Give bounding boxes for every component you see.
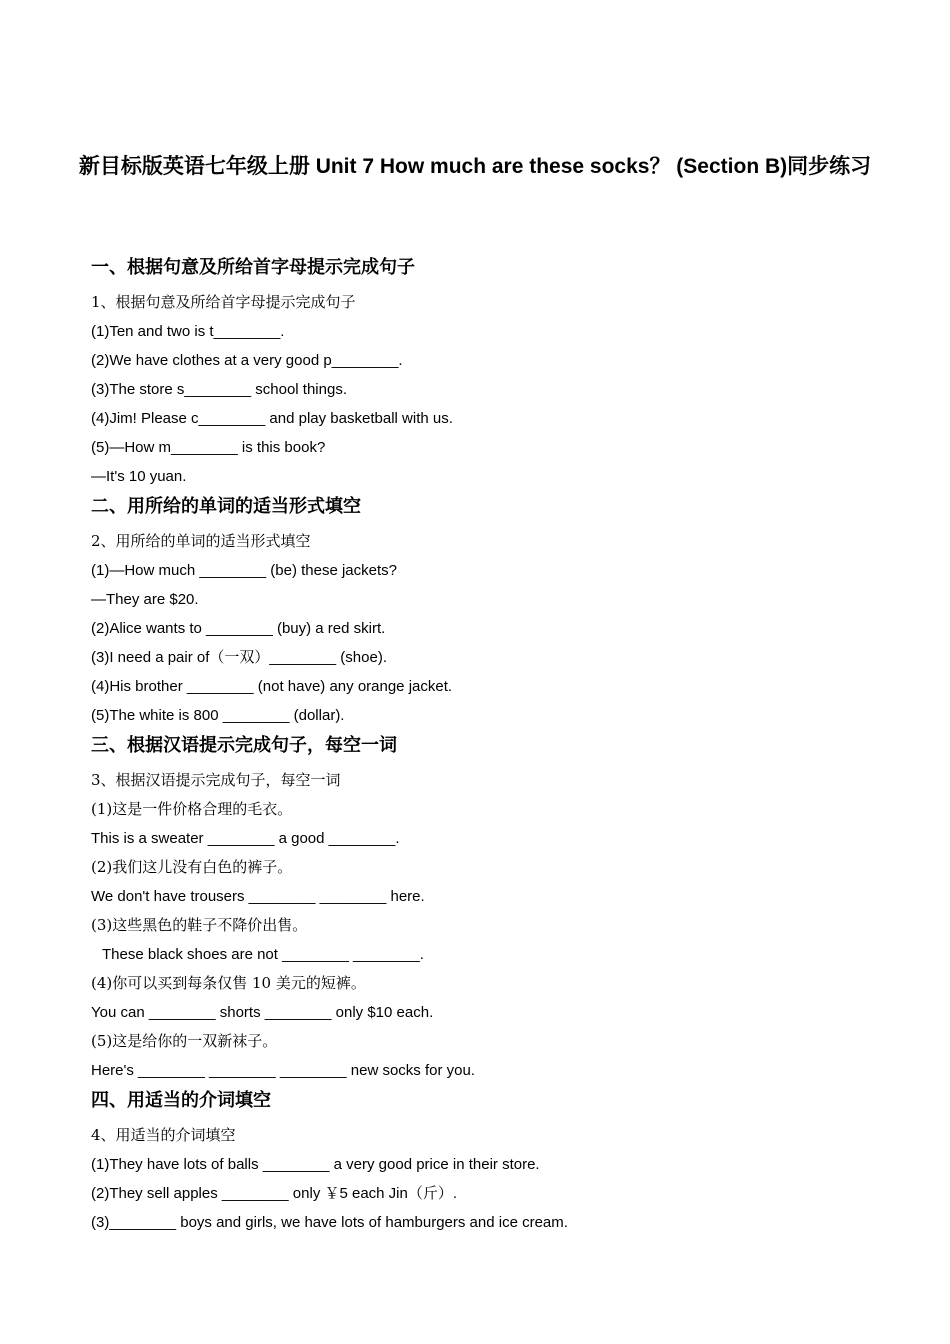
exercise-line: (1)They have lots of balls ________ a very good price in their store. [91, 1156, 540, 1173]
section-intro: 4、用适当的介词填空 [91, 1126, 236, 1144]
chinese-prompt: (2)我们这儿没有白色的裤子。 [91, 858, 293, 876]
section-heading: 二、用所给的单词的适当形式填空 [91, 496, 361, 516]
document-title: 新目标版英语七年级上册 Unit 7 How much are these socks？ (Section B)同步练习 [78, 155, 872, 178]
exercise-line: (2)They sell apples ________ only ￥5 each Jin（斤）. [91, 1185, 458, 1202]
exercise-line: (3)I need a pair of（一双）________ (shoe). [91, 649, 387, 666]
exercise-line: (3)The store s________ school things. [91, 381, 347, 398]
exercise-line: This is a sweater ________ a good ________. [91, 830, 400, 847]
exercise-line: (2)Alice wants to ________ (buy) a red skirt. [91, 620, 386, 637]
chinese-prompt: (1)这是一件价格合理的毛衣。 [91, 800, 293, 818]
document-body [91, 252, 891, 1237]
chinese-prompt: (3)这些黑色的鞋子不降价出售。 [91, 916, 308, 934]
exercise-line: (3)________ boys and girls, we have lots of hamburgers and ice cream. [91, 1214, 568, 1231]
chinese-prompt: (4)你可以买到每条仅售 10 美元的短裤。 [91, 974, 366, 992]
section-heading: 四、用适当的介词填空 [91, 1090, 271, 1110]
exercise-line: These black shoes are not ________ ________. [102, 946, 424, 963]
section-4 [91, 1085, 891, 1237]
section-intro: 3、根据汉语提示完成句子，每空一词 [91, 771, 341, 789]
exercise-line: (4)His brother ________ (not have) any orange jacket. [91, 678, 453, 695]
section-2 [91, 491, 891, 730]
section-3 [91, 730, 891, 1085]
section-heading: 三、根据汉语提示完成句子，每空一词 [91, 735, 397, 755]
section-heading: 一、根据句意及所给首字母提示完成句子 [91, 257, 415, 277]
exercise-line: You can ________ shorts ________ only $10 each. [91, 1004, 434, 1021]
section-intro: 1、根据句意及所给首字母提示完成句子 [91, 293, 356, 311]
exercise-line: (2)We have clothes at a very good p________. [91, 352, 403, 369]
exercise-line: Here's ________ ________ ________ new socks for you. [91, 1062, 475, 1079]
chinese-prompt: (5)这是给你的一双新袜子。 [91, 1032, 278, 1050]
exercise-line: (5)The white is 800 ________ (dollar). [91, 707, 345, 724]
exercise-line: We don't have trousers ________ ________ here. [91, 888, 425, 905]
exercise-line: (1)—How much ________ (be) these jackets? [91, 562, 397, 579]
section-1 [91, 252, 891, 491]
exercise-line: —It's 10 yuan. [91, 468, 187, 485]
exercise-line: (5)—How m________ is this book? [91, 439, 326, 456]
section-intro: 2、用所给的单词的适当形式填空 [91, 532, 311, 550]
exercise-line: (4)Jim! Please c________ and play basketball with us. [91, 410, 453, 427]
exercise-line: —They are $20. [91, 591, 199, 608]
exercise-line: (1)Ten and two is t________. [91, 323, 285, 340]
